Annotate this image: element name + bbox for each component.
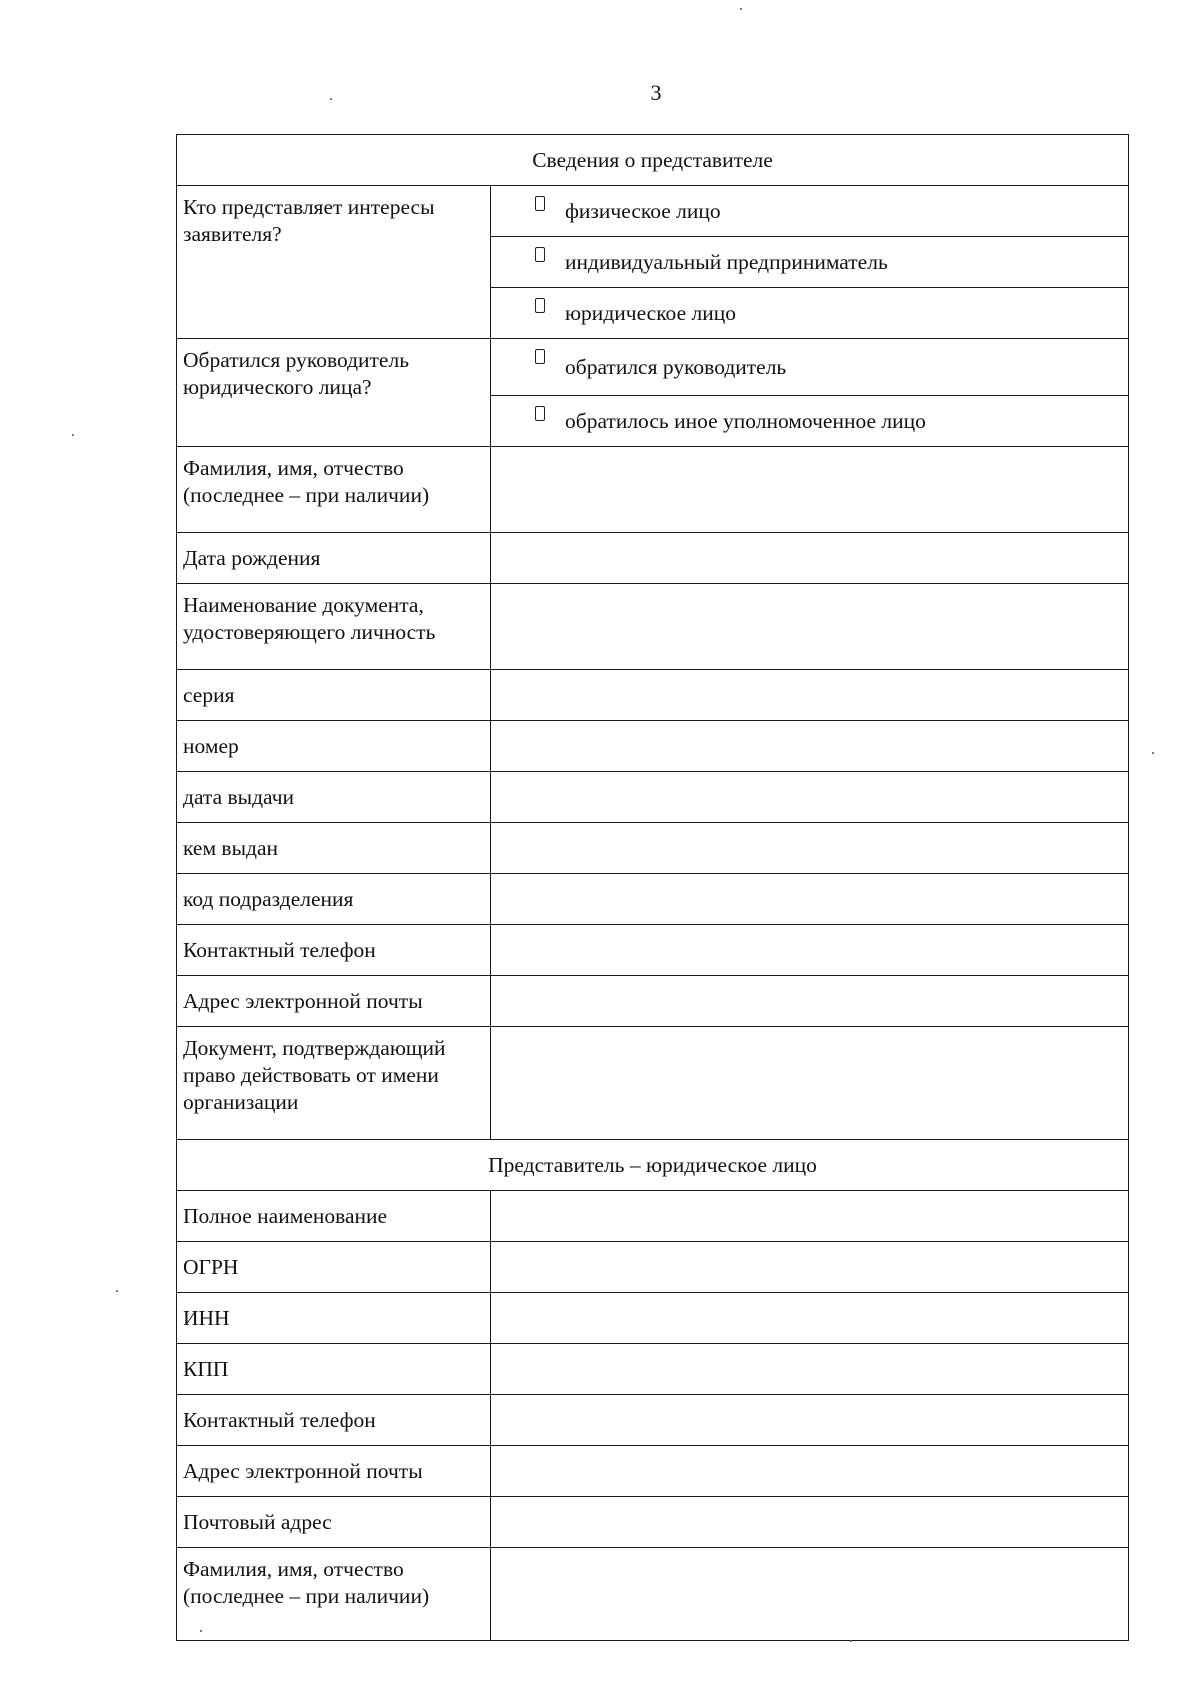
field-value-department-code[interactable] (491, 874, 1129, 925)
section-header-representative (177, 135, 1129, 186)
checkbox-icon[interactable] (535, 406, 545, 421)
field-label-inn: ИНН (177, 1293, 491, 1344)
field-label-id-document: Наименование документа, удостоверяющего личность (177, 584, 491, 670)
scan-speck (116, 1290, 118, 1292)
field-value-birth-date[interactable] (491, 533, 1129, 584)
field-value-issued-by[interactable] (491, 823, 1129, 874)
field-label-ogrn: ОГРН (177, 1242, 491, 1293)
option-legal-entity[interactable] (491, 288, 1129, 339)
field-label-issue-date: дата выдачи (177, 772, 491, 823)
field-value-authority-document[interactable] (491, 1027, 1129, 1140)
field-value-full-name[interactable] (491, 447, 1129, 533)
scan-speck (330, 98, 332, 100)
field-value-postal-address[interactable] (491, 1497, 1129, 1548)
field-value-inn[interactable] (491, 1293, 1129, 1344)
section-title: Представитель – юридическое лицо (177, 1140, 1129, 1191)
representative-form-table (176, 134, 1129, 1641)
field-label-department-code: код подразделения (177, 874, 491, 925)
section-header-legal-entity (177, 1140, 1129, 1191)
scan-speck (850, 1640, 852, 1642)
field-value-email[interactable] (491, 976, 1129, 1027)
scan-speck (740, 8, 742, 10)
field-value-phone[interactable] (491, 925, 1129, 976)
field-label-issued-by: кем выдан (177, 823, 491, 874)
field-label-number: номер (177, 721, 491, 772)
option-individual[interactable] (491, 186, 1129, 237)
option-label: обратился руководитель (565, 354, 787, 379)
field-value-number[interactable] (491, 721, 1129, 772)
option-label: индивидуальный предприниматель (565, 249, 888, 274)
page-number: 3 (650, 80, 662, 105)
scan-speck (200, 1630, 202, 1632)
section-title: Сведения о представителе (177, 135, 1129, 186)
field-label-birth-date: Дата рождения (177, 533, 491, 584)
option-label: физическое лицо (565, 198, 721, 223)
field-value-company-phone[interactable] (491, 1395, 1129, 1446)
scan-speck (72, 434, 74, 436)
field-label-company-phone: Контактный телефон (177, 1395, 491, 1446)
option-head-applied[interactable] (491, 339, 1129, 396)
field-value-company-email[interactable] (491, 1446, 1129, 1497)
field-label-full-company-name: Полное наименование (177, 1191, 491, 1242)
field-value-id-document[interactable] (491, 584, 1129, 670)
checkbox-icon[interactable] (535, 298, 545, 313)
checkbox-icon[interactable] (535, 349, 545, 364)
field-label-contact-full-name: Фамилия, имя, отчество (последнее – при наличии) (177, 1548, 491, 1641)
option-label: юридическое лицо (565, 300, 736, 325)
field-value-kpp[interactable] (491, 1344, 1129, 1395)
field-label-full-name: Фамилия, имя, отчество (последнее – при наличии) (177, 447, 491, 533)
field-value-issue-date[interactable] (491, 772, 1129, 823)
field-value-ogrn[interactable] (491, 1242, 1129, 1293)
option-entrepreneur[interactable] (491, 237, 1129, 288)
field-value-series[interactable] (491, 670, 1129, 721)
option-other-person[interactable] (491, 396, 1129, 447)
head-question-label: Обратился руководитель юридического лица? (177, 339, 491, 447)
checkbox-icon[interactable] (535, 196, 545, 211)
field-value-contact-full-name[interactable] (491, 1548, 1129, 1641)
field-label-kpp: КПП (177, 1344, 491, 1395)
field-label-email: Адрес электронной почты (177, 976, 491, 1027)
scan-speck (1152, 752, 1154, 754)
type-question-label: Кто представляет интересы заявителя? (177, 186, 491, 339)
field-value-full-company-name[interactable] (491, 1191, 1129, 1242)
checkbox-icon[interactable] (535, 247, 545, 262)
field-label-authority-document: Документ, подтверждающий право действовать от имени организации (177, 1027, 491, 1140)
field-label-series: серия (177, 670, 491, 721)
option-label: обратилось иное уполномоченное лицо (565, 408, 926, 433)
field-label-phone: Контактный телефон (177, 925, 491, 976)
field-label-postal-address: Почтовый адрес (177, 1497, 491, 1548)
field-label-company-email: Адрес электронной почты (177, 1446, 491, 1497)
